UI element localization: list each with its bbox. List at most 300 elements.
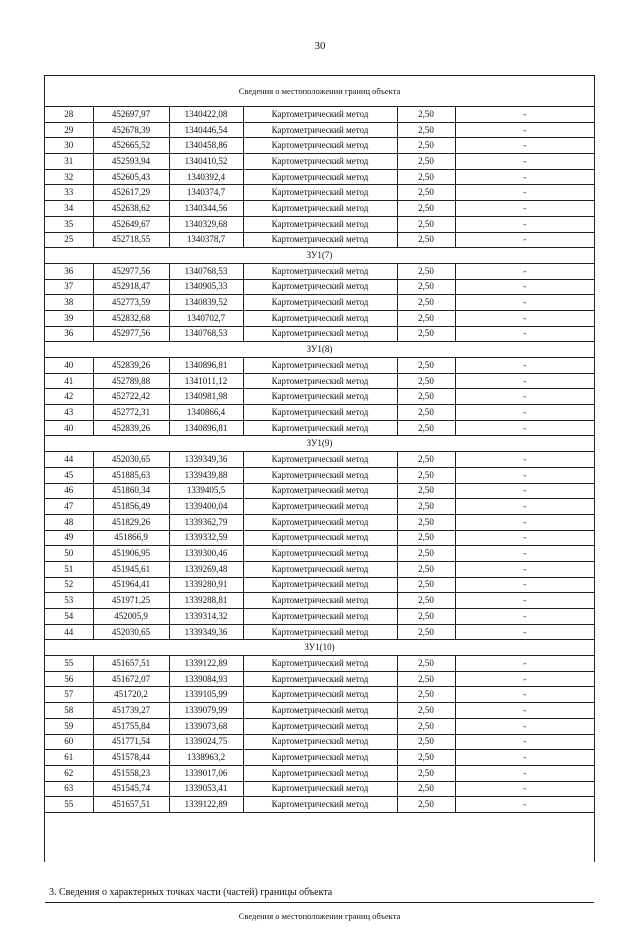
note-cell: - xyxy=(455,750,594,766)
table-row xyxy=(45,169,594,185)
point-number-cell: 40 xyxy=(45,358,93,374)
y-coordinate-cell: 1340896,81 xyxy=(169,358,243,374)
method-cell: Картометрический метод xyxy=(243,499,397,515)
table-row xyxy=(45,687,594,703)
table-row xyxy=(45,373,594,389)
x-coordinate-cell: 451739,27 xyxy=(93,703,169,719)
point-number-cell: 61 xyxy=(45,750,93,766)
note-cell: - xyxy=(455,797,594,813)
table-row xyxy=(45,263,594,279)
note-cell: - xyxy=(455,358,594,374)
accuracy-cell: 2,50 xyxy=(397,750,455,766)
note-cell: - xyxy=(455,546,594,562)
boundary-table-frame xyxy=(44,75,595,921)
point-number-cell: 63 xyxy=(45,781,93,797)
accuracy-cell: 2,50 xyxy=(397,358,455,374)
accuracy-cell: 2,50 xyxy=(397,499,455,515)
note-cell: - xyxy=(455,295,594,311)
y-coordinate-cell: 1339288,81 xyxy=(169,593,243,609)
note-cell: - xyxy=(455,122,594,138)
table-row xyxy=(45,734,594,750)
point-number-cell: 40 xyxy=(45,420,93,436)
note-cell: - xyxy=(455,279,594,295)
x-coordinate-cell: 452977,56 xyxy=(93,326,169,342)
y-coordinate-cell: 1340344,56 xyxy=(169,201,243,217)
x-coordinate-cell: 452638,62 xyxy=(93,201,169,217)
y-coordinate-cell: 1340768,53 xyxy=(169,263,243,279)
x-coordinate-cell: 452617,29 xyxy=(93,185,169,201)
group-label: ЗУ1(8) xyxy=(45,342,594,358)
table-row xyxy=(45,781,594,797)
method-cell: Картометрический метод xyxy=(243,201,397,217)
point-number-cell: 41 xyxy=(45,373,93,389)
x-coordinate-cell: 452665,52 xyxy=(93,138,169,154)
table-row xyxy=(45,185,594,201)
table-row xyxy=(45,797,594,813)
point-number-cell: 48 xyxy=(45,514,93,530)
table-row xyxy=(45,467,594,483)
y-coordinate-cell: 1340905,33 xyxy=(169,279,243,295)
y-coordinate-cell: 1339349,36 xyxy=(169,624,243,640)
coordinates-table-body xyxy=(45,107,594,813)
note-cell: - xyxy=(455,154,594,170)
method-cell: Картометрический метод xyxy=(243,765,397,781)
method-cell: Картометрический метод xyxy=(243,514,397,530)
table-row xyxy=(45,609,594,625)
accuracy-cell: 2,50 xyxy=(397,593,455,609)
point-number-cell: 28 xyxy=(45,107,93,123)
method-cell: Картометрический метод xyxy=(243,734,397,750)
x-coordinate-cell: 452697,97 xyxy=(93,107,169,123)
table-row xyxy=(45,358,594,374)
x-coordinate-cell: 451755,84 xyxy=(93,718,169,734)
point-number-cell: 56 xyxy=(45,671,93,687)
group-label: ЗУ1(7) xyxy=(45,248,594,264)
table-row xyxy=(45,499,594,515)
y-coordinate-cell: 1341011,12 xyxy=(169,373,243,389)
point-number-cell: 36 xyxy=(45,263,93,279)
table-row xyxy=(45,389,594,405)
method-cell: Картометрический метод xyxy=(243,169,397,185)
y-coordinate-cell: 1338963,2 xyxy=(169,750,243,766)
table-row xyxy=(45,530,594,546)
point-number-cell: 59 xyxy=(45,718,93,734)
y-coordinate-cell: 1339073,68 xyxy=(169,718,243,734)
note-cell: - xyxy=(455,452,594,468)
method-cell: Картометрический метод xyxy=(243,797,397,813)
table-row xyxy=(45,138,594,154)
y-coordinate-cell: 1339079,99 xyxy=(169,703,243,719)
table-row xyxy=(45,750,594,766)
y-coordinate-cell: 1340422,08 xyxy=(169,107,243,123)
point-number-cell: 32 xyxy=(45,169,93,185)
method-cell: Картометрический метод xyxy=(243,609,397,625)
table-row xyxy=(45,279,594,295)
method-cell: Картометрический метод xyxy=(243,310,397,326)
note-cell: - xyxy=(455,530,594,546)
accuracy-cell: 2,50 xyxy=(397,389,455,405)
note-cell: - xyxy=(455,609,594,625)
note-cell: - xyxy=(455,107,594,123)
point-number-cell: 39 xyxy=(45,310,93,326)
method-cell: Картометрический метод xyxy=(243,703,397,719)
note-cell: - xyxy=(455,138,594,154)
table-row xyxy=(45,295,594,311)
point-number-cell: 47 xyxy=(45,499,93,515)
table-row xyxy=(45,216,594,232)
y-coordinate-cell: 1339362,79 xyxy=(169,514,243,530)
section-heading: 3. Сведения о характерных точках части (частей) границы объекта xyxy=(45,883,594,903)
page-number: 30 xyxy=(314,40,326,52)
point-number-cell: 62 xyxy=(45,765,93,781)
x-coordinate-cell: 451885,63 xyxy=(93,467,169,483)
y-coordinate-cell: 1339300,46 xyxy=(169,546,243,562)
note-cell: - xyxy=(455,499,594,515)
table-row xyxy=(45,671,594,687)
method-cell: Картометрический метод xyxy=(243,656,397,672)
table-row xyxy=(45,122,594,138)
point-number-cell: 46 xyxy=(45,483,93,499)
table-row xyxy=(45,310,594,326)
y-coordinate-cell: 1340866,4 xyxy=(169,405,243,421)
table-row xyxy=(45,514,594,530)
x-coordinate-cell: 451829,26 xyxy=(93,514,169,530)
x-coordinate-cell: 451971,25 xyxy=(93,593,169,609)
section-subheading: Сведения о местоположении границ объекта xyxy=(238,911,401,921)
group-row xyxy=(45,640,594,656)
table-row xyxy=(45,405,594,421)
group-row xyxy=(45,436,594,452)
point-number-cell: 50 xyxy=(45,546,93,562)
note-cell: - xyxy=(455,703,594,719)
y-coordinate-cell: 1340374,7 xyxy=(169,185,243,201)
y-coordinate-cell: 1339269,48 xyxy=(169,561,243,577)
method-cell: Картометрический метод xyxy=(243,546,397,562)
accuracy-cell: 2,50 xyxy=(397,734,455,750)
note-cell: - xyxy=(455,593,594,609)
table-row xyxy=(45,765,594,781)
table-title: Сведения о местоположении границ объекта xyxy=(45,76,594,107)
y-coordinate-cell: 1339084,93 xyxy=(169,671,243,687)
x-coordinate-cell: 451545,74 xyxy=(93,781,169,797)
table-row xyxy=(45,107,594,123)
accuracy-cell: 2,50 xyxy=(397,373,455,389)
method-cell: Картометрический метод xyxy=(243,263,397,279)
point-number-cell: 60 xyxy=(45,734,93,750)
note-cell: - xyxy=(455,216,594,232)
x-coordinate-cell: 451856,49 xyxy=(93,499,169,515)
table-row xyxy=(45,656,594,672)
accuracy-cell: 2,50 xyxy=(397,216,455,232)
point-number-cell: 42 xyxy=(45,389,93,405)
table-row xyxy=(45,703,594,719)
method-cell: Картометрический метод xyxy=(243,185,397,201)
method-cell: Картометрический метод xyxy=(243,216,397,232)
method-cell: Картометрический метод xyxy=(243,750,397,766)
x-coordinate-cell: 452839,26 xyxy=(93,420,169,436)
method-cell: Картометрический метод xyxy=(243,671,397,687)
note-cell: - xyxy=(455,734,594,750)
note-cell: - xyxy=(455,169,594,185)
x-coordinate-cell: 452005,9 xyxy=(93,609,169,625)
table-row xyxy=(45,624,594,640)
accuracy-cell: 2,50 xyxy=(397,718,455,734)
y-coordinate-cell: 1339017,06 xyxy=(169,765,243,781)
point-number-cell: 35 xyxy=(45,216,93,232)
y-coordinate-cell: 1339332,59 xyxy=(169,530,243,546)
point-number-cell: 43 xyxy=(45,405,93,421)
x-coordinate-cell: 451672,07 xyxy=(93,671,169,687)
table-row xyxy=(45,326,594,342)
y-coordinate-cell: 1340702,7 xyxy=(169,310,243,326)
table-row xyxy=(45,483,594,499)
accuracy-cell: 2,50 xyxy=(397,169,455,185)
x-coordinate-cell: 451657,51 xyxy=(93,797,169,813)
y-coordinate-cell: 1339280,91 xyxy=(169,577,243,593)
point-number-cell: 51 xyxy=(45,561,93,577)
point-number-cell: 49 xyxy=(45,530,93,546)
method-cell: Картометрический метод xyxy=(243,452,397,468)
note-cell: - xyxy=(455,765,594,781)
accuracy-cell: 2,50 xyxy=(397,781,455,797)
point-number-cell: 44 xyxy=(45,624,93,640)
accuracy-cell: 2,50 xyxy=(397,483,455,499)
note-cell: - xyxy=(455,718,594,734)
accuracy-cell: 2,50 xyxy=(397,546,455,562)
point-number-cell: 29 xyxy=(45,122,93,138)
x-coordinate-cell: 452649,67 xyxy=(93,216,169,232)
note-cell: - xyxy=(455,624,594,640)
method-cell: Картометрический метод xyxy=(243,718,397,734)
note-cell: - xyxy=(455,185,594,201)
y-coordinate-cell: 1340896,81 xyxy=(169,420,243,436)
x-coordinate-cell: 451578,44 xyxy=(93,750,169,766)
x-coordinate-cell: 452722,42 xyxy=(93,389,169,405)
accuracy-cell: 2,50 xyxy=(397,656,455,672)
note-cell: - xyxy=(455,671,594,687)
accuracy-cell: 2,50 xyxy=(397,295,455,311)
x-coordinate-cell: 451866,9 xyxy=(93,530,169,546)
method-cell: Картометрический метод xyxy=(243,326,397,342)
table-row xyxy=(45,718,594,734)
point-number-cell: 30 xyxy=(45,138,93,154)
point-number-cell: 33 xyxy=(45,185,93,201)
y-coordinate-cell: 1339053,41 xyxy=(169,781,243,797)
point-number-cell: 55 xyxy=(45,656,93,672)
note-cell: - xyxy=(455,326,594,342)
point-number-cell: 45 xyxy=(45,467,93,483)
point-number-cell: 52 xyxy=(45,577,93,593)
method-cell: Картометрический метод xyxy=(243,781,397,797)
point-number-cell: 53 xyxy=(45,593,93,609)
x-coordinate-cell: 451945,61 xyxy=(93,561,169,577)
note-cell: - xyxy=(455,467,594,483)
point-number-cell: 55 xyxy=(45,797,93,813)
method-cell: Картометрический метод xyxy=(243,530,397,546)
x-coordinate-cell: 452918,47 xyxy=(93,279,169,295)
note-cell: - xyxy=(455,263,594,279)
y-coordinate-cell: 1340839,52 xyxy=(169,295,243,311)
x-coordinate-cell: 452772,31 xyxy=(93,405,169,421)
accuracy-cell: 2,50 xyxy=(397,263,455,279)
y-coordinate-cell: 1339122,89 xyxy=(169,797,243,813)
accuracy-cell: 2,50 xyxy=(397,232,455,248)
method-cell: Картометрический метод xyxy=(243,389,397,405)
x-coordinate-cell: 452678,39 xyxy=(93,122,169,138)
method-cell: Картометрический метод xyxy=(243,687,397,703)
table-row xyxy=(45,546,594,562)
accuracy-cell: 2,50 xyxy=(397,530,455,546)
x-coordinate-cell: 451860,34 xyxy=(93,483,169,499)
y-coordinate-cell: 1339400,04 xyxy=(169,499,243,515)
point-number-cell: 31 xyxy=(45,154,93,170)
point-number-cell: 38 xyxy=(45,295,93,311)
table-row xyxy=(45,561,594,577)
y-coordinate-cell: 1339405,5 xyxy=(169,483,243,499)
note-cell: - xyxy=(455,420,594,436)
x-coordinate-cell: 452605,43 xyxy=(93,169,169,185)
accuracy-cell: 2,50 xyxy=(397,452,455,468)
note-cell: - xyxy=(455,781,594,797)
method-cell: Картометрический метод xyxy=(243,593,397,609)
table-row xyxy=(45,154,594,170)
method-cell: Картометрический метод xyxy=(243,122,397,138)
note-cell: - xyxy=(455,561,594,577)
point-number-cell: 37 xyxy=(45,279,93,295)
accuracy-cell: 2,50 xyxy=(397,624,455,640)
method-cell: Картометрический метод xyxy=(243,107,397,123)
method-cell: Картометрический метод xyxy=(243,154,397,170)
method-cell: Картометрический метод xyxy=(243,483,397,499)
x-coordinate-cell: 452977,56 xyxy=(93,263,169,279)
accuracy-cell: 2,50 xyxy=(397,514,455,530)
point-number-cell: 54 xyxy=(45,609,93,625)
y-coordinate-cell: 1339314,32 xyxy=(169,609,243,625)
accuracy-cell: 2,50 xyxy=(397,609,455,625)
y-coordinate-cell: 1340458,86 xyxy=(169,138,243,154)
accuracy-cell: 2,50 xyxy=(397,797,455,813)
x-coordinate-cell: 452839,26 xyxy=(93,358,169,374)
accuracy-cell: 2,50 xyxy=(397,154,455,170)
x-coordinate-cell: 451720,2 xyxy=(93,687,169,703)
note-cell: - xyxy=(455,405,594,421)
note-cell: - xyxy=(455,577,594,593)
note-cell: - xyxy=(455,483,594,499)
note-cell: - xyxy=(455,310,594,326)
note-cell: - xyxy=(455,514,594,530)
method-cell: Картометрический метод xyxy=(243,420,397,436)
method-cell: Картометрический метод xyxy=(243,279,397,295)
table-row xyxy=(45,577,594,593)
note-cell: - xyxy=(455,373,594,389)
note-cell: - xyxy=(455,389,594,405)
accuracy-cell: 2,50 xyxy=(397,765,455,781)
x-coordinate-cell: 451906,95 xyxy=(93,546,169,562)
y-coordinate-cell: 1339105,99 xyxy=(169,687,243,703)
method-cell: Картометрический метод xyxy=(243,467,397,483)
y-coordinate-cell: 1340410,52 xyxy=(169,154,243,170)
group-row xyxy=(45,342,594,358)
y-coordinate-cell: 1340378,7 xyxy=(169,232,243,248)
y-coordinate-cell: 1339024,75 xyxy=(169,734,243,750)
note-cell: - xyxy=(455,201,594,217)
x-coordinate-cell: 452718,55 xyxy=(93,232,169,248)
method-cell: Картометрический метод xyxy=(243,577,397,593)
y-coordinate-cell: 1339349,36 xyxy=(169,452,243,468)
method-cell: Картометрический метод xyxy=(243,358,397,374)
method-cell: Картометрический метод xyxy=(243,232,397,248)
x-coordinate-cell: 451657,51 xyxy=(93,656,169,672)
point-number-cell: 25 xyxy=(45,232,93,248)
accuracy-cell: 2,50 xyxy=(397,201,455,217)
method-cell: Картометрический метод xyxy=(243,624,397,640)
accuracy-cell: 2,50 xyxy=(397,420,455,436)
note-cell: - xyxy=(455,656,594,672)
accuracy-cell: 2,50 xyxy=(397,107,455,123)
point-number-cell: 34 xyxy=(45,201,93,217)
y-coordinate-cell: 1340329,68 xyxy=(169,216,243,232)
point-number-cell: 57 xyxy=(45,687,93,703)
accuracy-cell: 2,50 xyxy=(397,185,455,201)
accuracy-cell: 2,50 xyxy=(397,577,455,593)
accuracy-cell: 2,50 xyxy=(397,405,455,421)
table-row xyxy=(45,593,594,609)
group-label: ЗУ1(10) xyxy=(45,640,594,656)
x-coordinate-cell: 451964,41 xyxy=(93,577,169,593)
accuracy-cell: 2,50 xyxy=(397,561,455,577)
x-coordinate-cell: 452030,65 xyxy=(93,624,169,640)
x-coordinate-cell: 452832,68 xyxy=(93,310,169,326)
method-cell: Картометрический метод xyxy=(243,373,397,389)
group-row xyxy=(45,248,594,264)
y-coordinate-cell: 1340768,53 xyxy=(169,326,243,342)
table-row xyxy=(45,420,594,436)
table-row xyxy=(45,201,594,217)
y-coordinate-cell: 1339122,89 xyxy=(169,656,243,672)
accuracy-cell: 2,50 xyxy=(397,138,455,154)
note-cell: - xyxy=(455,687,594,703)
table-row xyxy=(45,452,594,468)
accuracy-cell: 2,50 xyxy=(397,467,455,483)
y-coordinate-cell: 1340446,54 xyxy=(169,122,243,138)
y-coordinate-cell: 1340981,98 xyxy=(169,389,243,405)
method-cell: Картометрический метод xyxy=(243,295,397,311)
y-coordinate-cell: 1340392,4 xyxy=(169,169,243,185)
group-label: ЗУ1(9) xyxy=(45,436,594,452)
method-cell: Картометрический метод xyxy=(243,405,397,421)
x-coordinate-cell: 452593,94 xyxy=(93,154,169,170)
accuracy-cell: 2,50 xyxy=(397,703,455,719)
point-number-cell: 58 xyxy=(45,703,93,719)
x-coordinate-cell: 452030,65 xyxy=(93,452,169,468)
x-coordinate-cell: 452773,59 xyxy=(93,295,169,311)
coordinates-table xyxy=(45,106,594,813)
accuracy-cell: 2,50 xyxy=(397,687,455,703)
point-number-cell: 44 xyxy=(45,452,93,468)
accuracy-cell: 2,50 xyxy=(397,326,455,342)
point-number-cell: 36 xyxy=(45,326,93,342)
y-coordinate-cell: 1339439,88 xyxy=(169,467,243,483)
table-row xyxy=(45,232,594,248)
x-coordinate-cell: 451771,54 xyxy=(93,734,169,750)
accuracy-cell: 2,50 xyxy=(397,310,455,326)
x-coordinate-cell: 452789,88 xyxy=(93,373,169,389)
note-cell: - xyxy=(455,232,594,248)
accuracy-cell: 2,50 xyxy=(397,122,455,138)
accuracy-cell: 2,50 xyxy=(397,671,455,687)
accuracy-cell: 2,50 xyxy=(397,279,455,295)
method-cell: Картометрический метод xyxy=(243,138,397,154)
